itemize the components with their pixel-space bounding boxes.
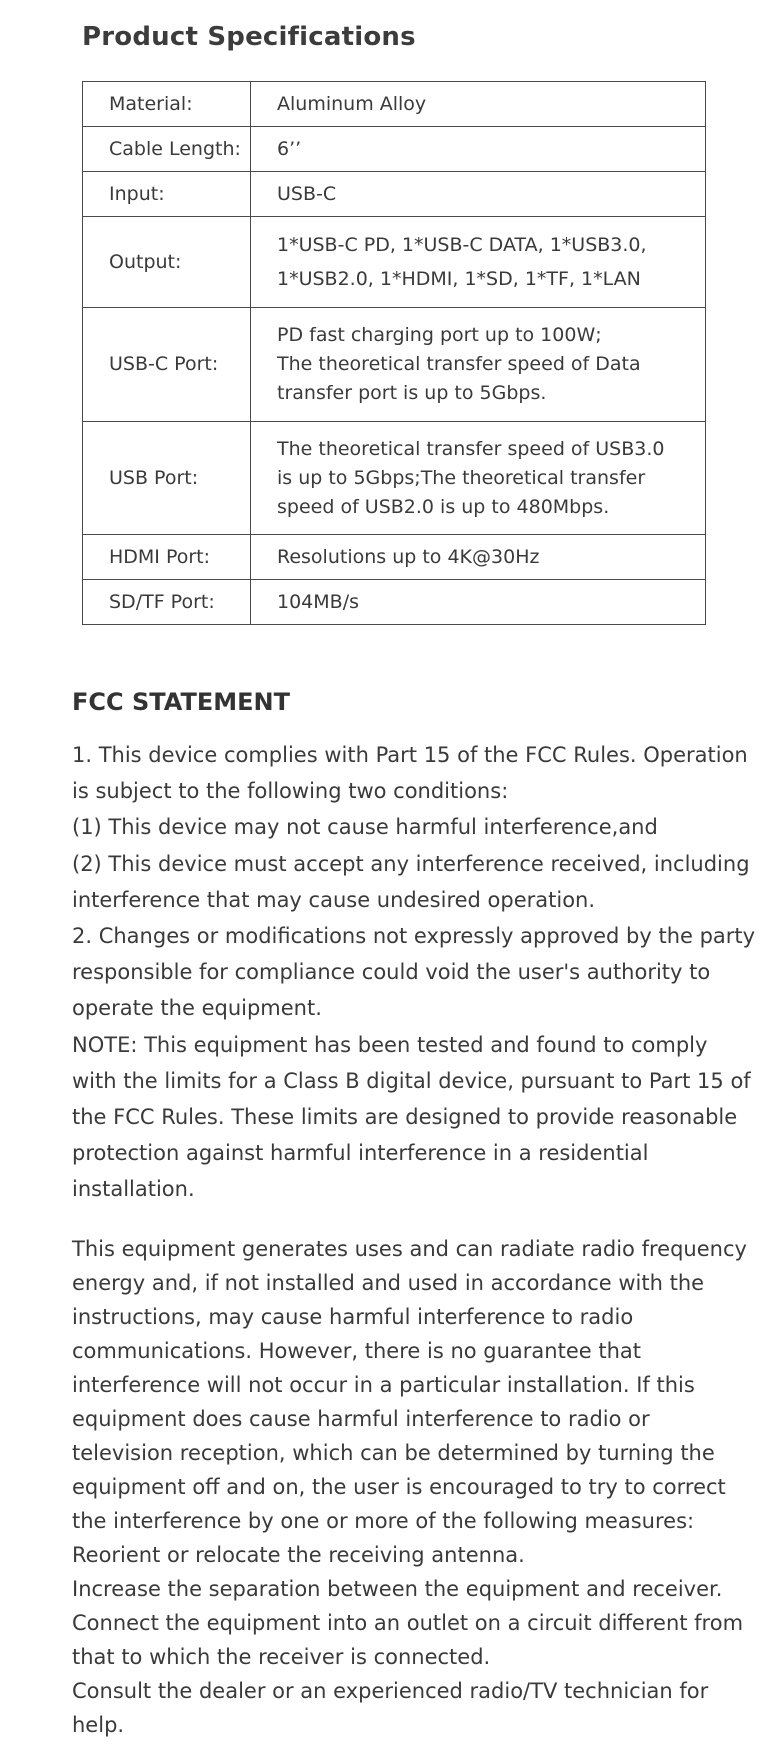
text-line: energy and, if not installed and used in accordance with the [72, 1271, 705, 1295]
text-line: 2. Changes or modifications not expressly approved by the party [72, 924, 756, 949]
text-line: This equipment generates uses and can radiate radio frequency [72, 1237, 747, 1261]
text-line: Consult the dealer or an experienced radio/TV technician for [72, 1679, 709, 1703]
spec-row-output [83, 217, 706, 308]
spec-value-line: The theoretical transfer speed of Data [277, 353, 641, 375]
text-line: that to which the receiver is connected. [72, 1645, 491, 1669]
text-line: installation. [72, 1177, 195, 1202]
spec-value-line: USB-C [277, 182, 337, 205]
spec-value [251, 580, 706, 625]
text-line: (1) This device may not cause harmful interference,and [72, 815, 658, 840]
spec-value-line: speed of USB2.0 is up to 480Mbps. [277, 495, 610, 518]
spec-value-line: is up to 5Gbps;The theoretical transfer [277, 466, 646, 489]
spec-label: Input: [83, 172, 251, 217]
spec-value [251, 82, 706, 127]
spec-value-line: 104MB/s [277, 590, 359, 613]
text-line: with the limits for a Class B digital device, pursuant to Part 15 of [72, 1068, 751, 1093]
spec-value [251, 422, 706, 535]
text-line: instructions, may cause harmful interference to radio [72, 1305, 634, 1329]
specifications-table [82, 81, 706, 625]
spec-value-line: Resolutions up to 4K@30Hz [277, 545, 540, 568]
text-line: television reception, which can be determined by turning the [72, 1441, 715, 1465]
spec-value [251, 172, 706, 217]
spec-label: SD/TF Port: [83, 580, 251, 625]
spec-row-input [83, 172, 706, 217]
spec-row-usb-c-port [83, 308, 706, 422]
spec-row-cable-length [83, 127, 706, 172]
spec-value [251, 308, 706, 422]
fcc-statement-paragraph-2 [72, 1232, 747, 1742]
text-line: Connect the equipment into an outlet on a circuit different from [72, 1611, 744, 1635]
text-line: operate the equipment. [72, 996, 322, 1021]
spec-label: USB Port: [83, 422, 251, 535]
text-line: interference that may cause undesired operation. [72, 887, 596, 912]
text-line: the FCC Rules. These limits are designed to provide reasonable [72, 1105, 738, 1130]
fcc-statement-paragraph-1 [72, 737, 756, 1208]
fcc-statement-title: FCC STATEMENT [72, 688, 290, 716]
text-line: (2) This device must accept any interference received, including [72, 851, 750, 876]
text-line: the interference by one or more of the following measures: [72, 1509, 695, 1533]
text-line: interference will not occur in a particular installation. If this [72, 1373, 695, 1397]
spec-row-material [83, 82, 706, 127]
text-line: help. [72, 1713, 125, 1737]
text-line: equipment off and on, the user is encouraged to try to correct [72, 1475, 726, 1499]
spec-value-line: 1*USB2.0, 1*HDMI, 1*SD, 1*TF, 1*LAN [277, 268, 641, 290]
text-line: protection against harmful interference in a residential [72, 1141, 649, 1166]
text-line: responsible for compliance could void the user's authority to [72, 960, 711, 985]
spec-row-usb-port [83, 422, 706, 535]
spec-value-line: PD fast charging port up to 100W; [277, 324, 602, 346]
spec-value [251, 217, 706, 308]
text-line: Increase the separation between the equipment and receiver. [72, 1577, 723, 1601]
spec-label: HDMI Port: [83, 535, 251, 580]
spec-label: Cable Length: [83, 127, 251, 172]
text-line: communications. However, there is no guarantee that [72, 1339, 641, 1363]
spec-value [251, 127, 706, 172]
text-line: NOTE: This equipment has been tested and found to comply [72, 1032, 708, 1057]
spec-label: Output: [83, 217, 251, 308]
text-line: is subject to the following two conditions: [72, 779, 509, 804]
spec-label: Material: [83, 82, 251, 127]
text-line: equipment does cause harmful interference to radio or [72, 1407, 650, 1431]
spec-label: USB-C Port: [83, 308, 251, 422]
spec-value-line: The theoretical transfer speed of USB3.0 [277, 437, 665, 460]
spec-value [251, 535, 706, 580]
spec-value-line: 1*USB-C PD, 1*USB-C DATA, 1*USB3.0, [277, 234, 647, 256]
spec-value-line: Aluminum Alloy [277, 92, 427, 115]
text-line: Reorient or relocate the receiving antenna. [72, 1543, 525, 1567]
spec-row-sd-tf-port [83, 580, 706, 625]
specifications-title: Product Specifications [82, 22, 416, 52]
text-line: 1. This device complies with Part 15 of the FCC Rules. Operation [72, 743, 748, 767]
spec-value-line: 6’’ [277, 137, 302, 160]
spec-row-hdmi-port [83, 535, 706, 580]
spec-value-line: transfer port is up to 5Gbps. [277, 382, 547, 404]
